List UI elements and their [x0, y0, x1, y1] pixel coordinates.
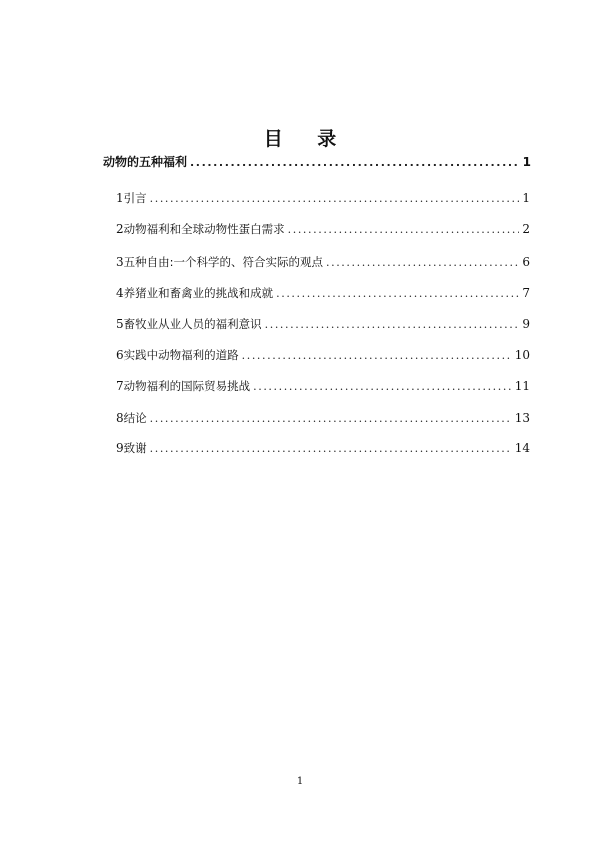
toc-entry[interactable] [116, 408, 530, 428]
toc-entry-number: 8 [116, 411, 124, 425]
toc-entry-number: 3 [116, 255, 124, 269]
toc-leader-dots [288, 220, 520, 240]
toc-leader-dots [253, 377, 512, 397]
toc-leader-dots [150, 439, 512, 459]
toc-entry-text: 五种自由:一个科学的、符合实际的观点 [123, 255, 324, 269]
toc-entry[interactable] [116, 438, 530, 458]
toc-entry-text: 动物福利和全球动物性蛋白需求 [123, 222, 285, 236]
toc-entry-text: 畜牧业从业人员的福利意识 [123, 317, 262, 331]
toc-title: 目 录 [263, 128, 351, 150]
toc-entry-page: 11 [514, 379, 530, 393]
toc-entry-page: 2 [522, 222, 530, 236]
toc-leader-dots [190, 153, 520, 173]
toc-leader-dots [150, 409, 512, 429]
toc-entry[interactable] [116, 283, 530, 303]
toc-entry-page: 6 [522, 255, 530, 269]
toc-entry-number: 2 [116, 222, 124, 236]
toc-entry[interactable] [116, 188, 530, 208]
toc-entry-text: 致谢 [123, 441, 147, 455]
toc-entry-number: 6 [116, 348, 124, 362]
toc-entry-text: 养猪业和畜禽业的挑战和成就 [123, 286, 274, 300]
toc-entry[interactable] [116, 219, 530, 239]
toc-leader-dots [150, 189, 520, 209]
toc-leader-dots [265, 315, 520, 335]
toc-entry-text: 动物福利的国际贸易挑战 [123, 379, 251, 393]
toc-entry-page: 10 [514, 348, 530, 362]
toc-entry-text: 引言 [123, 191, 147, 205]
toc-entry-number: 4 [116, 286, 124, 300]
toc-leader-dots [276, 284, 519, 304]
toc-entry-number: 5 [116, 317, 124, 331]
toc-entry-number: 7 [116, 379, 124, 393]
toc-entry[interactable] [116, 252, 530, 272]
toc-leader-dots [326, 253, 519, 273]
toc-entry-text: 结论 [123, 411, 147, 425]
toc-entry[interactable] [116, 314, 530, 334]
toc-entry-page: 13 [514, 411, 530, 425]
toc-entry-page: 9 [522, 317, 530, 331]
toc-leader-dots [242, 346, 512, 366]
page-number: 1 [296, 776, 304, 787]
toc-entry-number: 1 [116, 191, 124, 205]
toc-entry-page: 7 [522, 286, 530, 300]
toc-entry-number: 9 [116, 441, 124, 455]
toc-entry-main[interactable] [103, 152, 531, 172]
toc-entry[interactable] [116, 345, 530, 365]
toc-entry-text: 动物的五种福利 [103, 155, 188, 169]
toc-entry-page: 1 [522, 155, 531, 169]
toc-entry[interactable] [116, 376, 530, 396]
toc-entry-text: 实践中动物福利的道路 [123, 348, 239, 362]
toc-entry-page: 1 [522, 191, 530, 205]
toc-entry-page: 14 [514, 441, 530, 455]
